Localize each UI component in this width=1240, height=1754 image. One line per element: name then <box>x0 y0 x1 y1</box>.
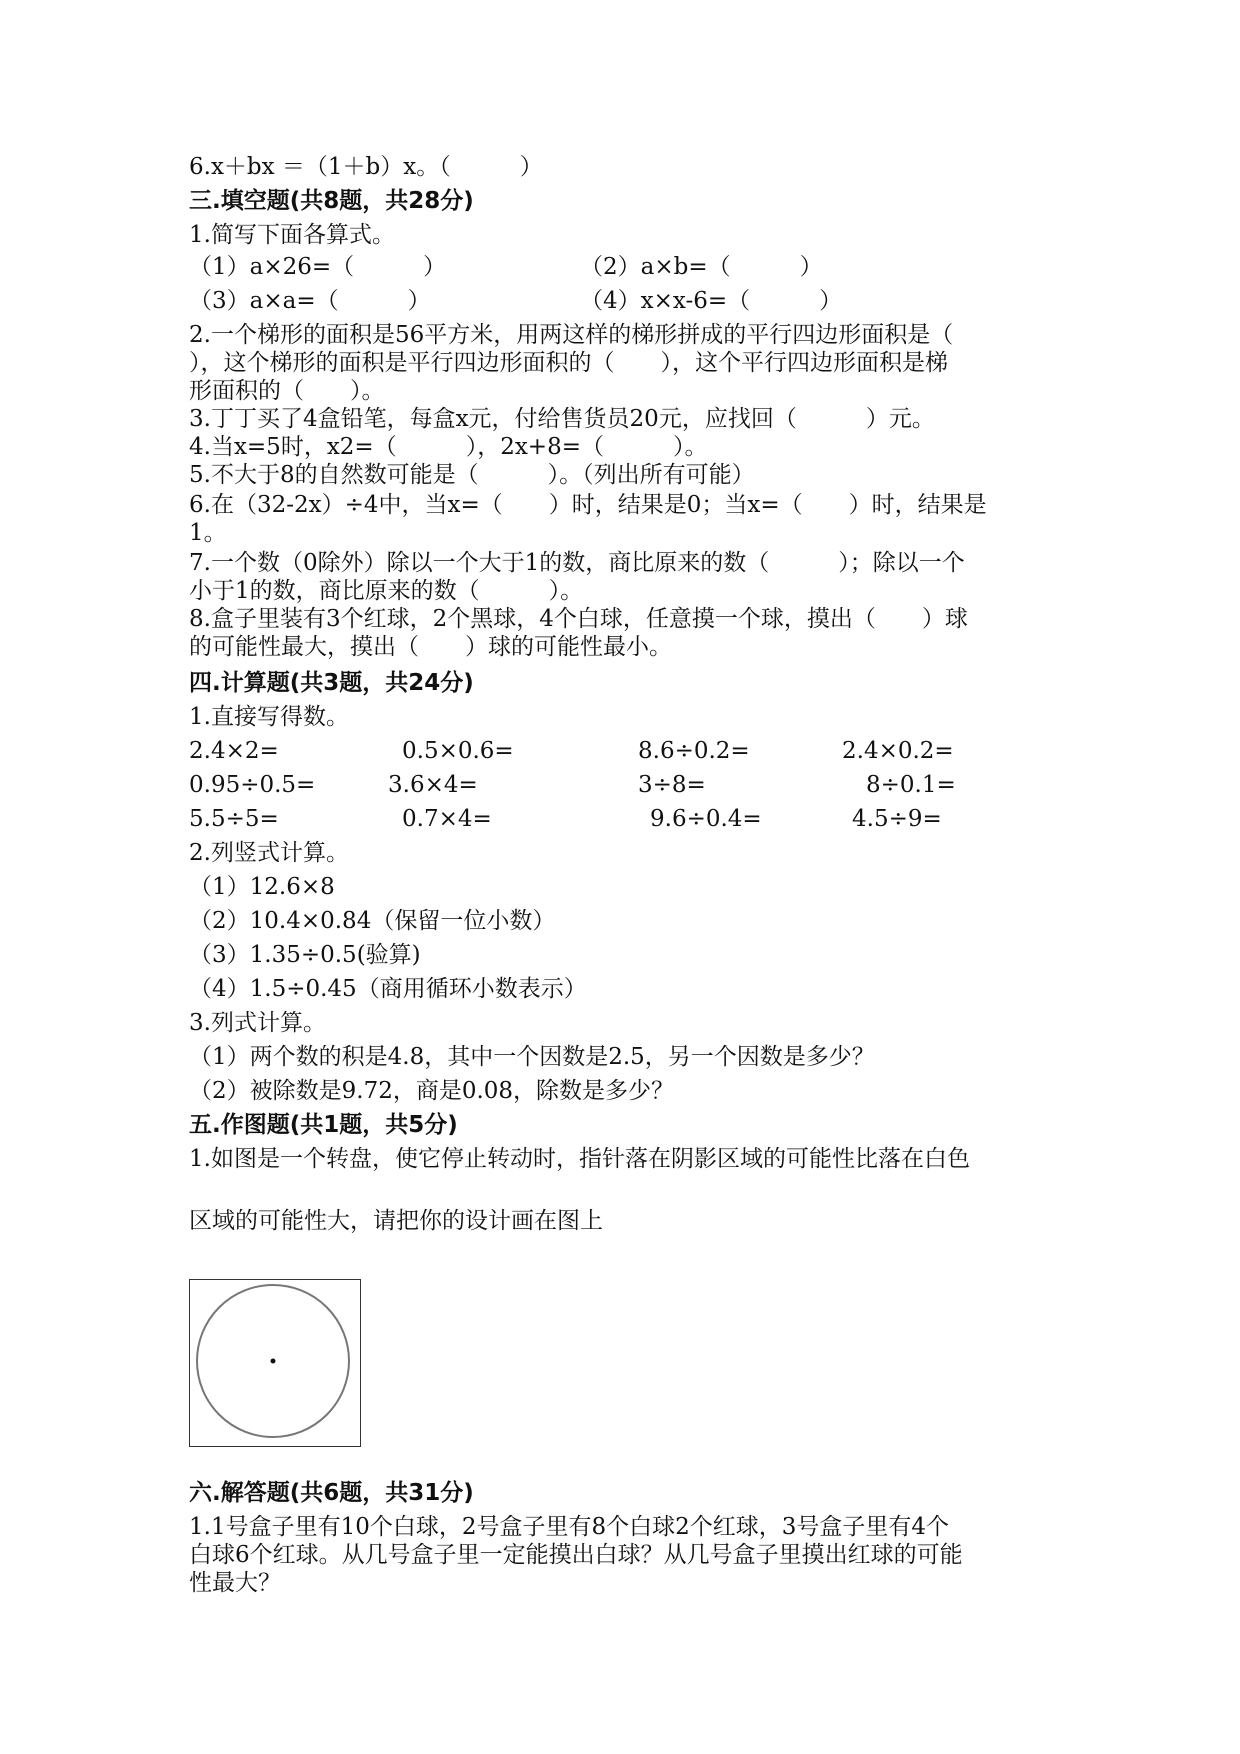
spinner-figure <box>189 1279 361 1447</box>
calc-item: 4.5÷9= <box>852 806 942 832</box>
calc-question-1: 1.直接写得数。 <box>189 704 349 730</box>
fill-question-7-line-1: 7.一个数（0除外）除以一个大于1的数，商比原来的数（ ）；除以一个 <box>189 550 965 576</box>
fill-question-6-line-2: 1。 <box>189 520 227 546</box>
fill-q1-item-4: （4）x×x-6=（ ） <box>580 288 843 314</box>
calc-q2-item-4: （4）1.5÷0.45（商用循环小数表示） <box>189 976 587 1002</box>
calc-q3-item-1: （1）两个数的积是4.8，其中一个因数是2.5，另一个因数是多少？ <box>189 1044 875 1070</box>
section-5-title: 五.作图题(共1题，共5分) <box>189 1112 458 1138</box>
section-3-title: 三.填空题(共8题，共28分) <box>189 188 474 214</box>
calc-question-2: 2.列竖式计算。 <box>189 840 349 866</box>
calc-item: 0.7×4= <box>402 806 492 832</box>
fill-question-5: 5.不大于8的自然数可能是（ ）。（列出所有可能） <box>189 462 755 488</box>
fill-question-6-line-1: 6.在（32-2x）÷4中，当x=（ ）时，结果是0；当x=（ ）时，结果是 <box>189 492 987 518</box>
calc-item: 3÷8= <box>638 772 706 798</box>
fill-question-2-line-2: ），这个梯形的面积是平行四边形面积的（ ），这个平行四边形面积是梯 <box>189 350 948 376</box>
spinner-circle-svg <box>190 1280 362 1448</box>
fill-q1-item-3: （3）a×a=（ ） <box>189 288 431 314</box>
fill-question-3: 3.丁丁买了4盒铅笔，每盒x元，付给售货员20元，应找回（ ）元。 <box>189 406 935 432</box>
calc-q2-item-2: （2）10.4×0.84（保留一位小数） <box>189 908 556 934</box>
spinner-center-dot <box>271 1359 276 1364</box>
fill-question-8-line-2: 的可能性最大，摸出（ ）球的可能性最小。 <box>189 634 672 660</box>
section-4-title: 四.计算题(共3题，共24分) <box>189 670 474 696</box>
calc-item: 8.6÷0.2= <box>638 738 750 764</box>
fill-question-7-line-2: 小于1的数，商比原来的数（ ）。 <box>189 578 584 604</box>
draw-question-1-line-2: 区域的可能性大，请把你的设计画在图上 <box>189 1208 603 1234</box>
calc-q2-item-1: （1）12.6×8 <box>189 874 335 900</box>
calc-item: 3.6×4= <box>388 772 478 798</box>
calc-item: 0.95÷0.5= <box>189 772 316 798</box>
fill-q1-item-2: （2）a×b=（ ） <box>580 254 823 280</box>
calc-q3-item-2: （2）被除数是9.72，商是0.08，除数是多少？ <box>189 1078 675 1104</box>
calc-item: 2.4×0.2= <box>842 738 954 764</box>
answer-question-1-line-2: 白球6个红球。从几号盒子里一定能摸出白球？从几号盒子里摸出红球的可能 <box>189 1542 963 1568</box>
draw-question-1-line-1: 1.如图是一个转盘，使它停止转动时，指针落在阴影区域的可能性比落在白色 <box>189 1146 970 1172</box>
fill-question-8-line-1: 8.盒子里装有3个红球，2个黑球，4个白球，任意摸一个球，摸出（ ）球 <box>189 606 968 632</box>
calc-item: 2.4×2= <box>189 738 279 764</box>
fill-q1-item-1: （1）a×26=（ ） <box>189 254 447 280</box>
calc-item: 0.5×0.6= <box>402 738 514 764</box>
calc-item: 8÷0.1= <box>866 772 956 798</box>
calc-item: 5.5÷5= <box>189 806 279 832</box>
calc-question-3: 3.列式计算。 <box>189 1010 326 1036</box>
calc-item: 9.6÷0.4= <box>650 806 762 832</box>
fill-question-1: 1.简写下面各算式。 <box>189 222 395 248</box>
calc-q2-item-3: （3）1.35÷0.5(验算) <box>189 942 421 968</box>
fill-question-4: 4.当x=5时，x2=（ ），2x+8=（ ）。 <box>189 434 708 460</box>
answer-question-1-line-1: 1.1号盒子里有10个白球，2号盒子里有8个白球2个红球，3号盒子里有4个 <box>189 1514 950 1540</box>
fill-question-2-line-3: 形面积的（ ）。 <box>189 378 385 404</box>
answer-question-1-line-3: 性最大？ <box>189 1570 281 1596</box>
judge-question-6: 6.x＋bx ＝（1＋b）x。（ ） <box>189 154 543 180</box>
section-6-title: 六.解答题(共6题，共31分) <box>189 1480 474 1506</box>
fill-question-2-line-1: 2.一个梯形的面积是56平方米，用两这样的梯形拼成的平行四边形面积是（ <box>189 322 954 348</box>
